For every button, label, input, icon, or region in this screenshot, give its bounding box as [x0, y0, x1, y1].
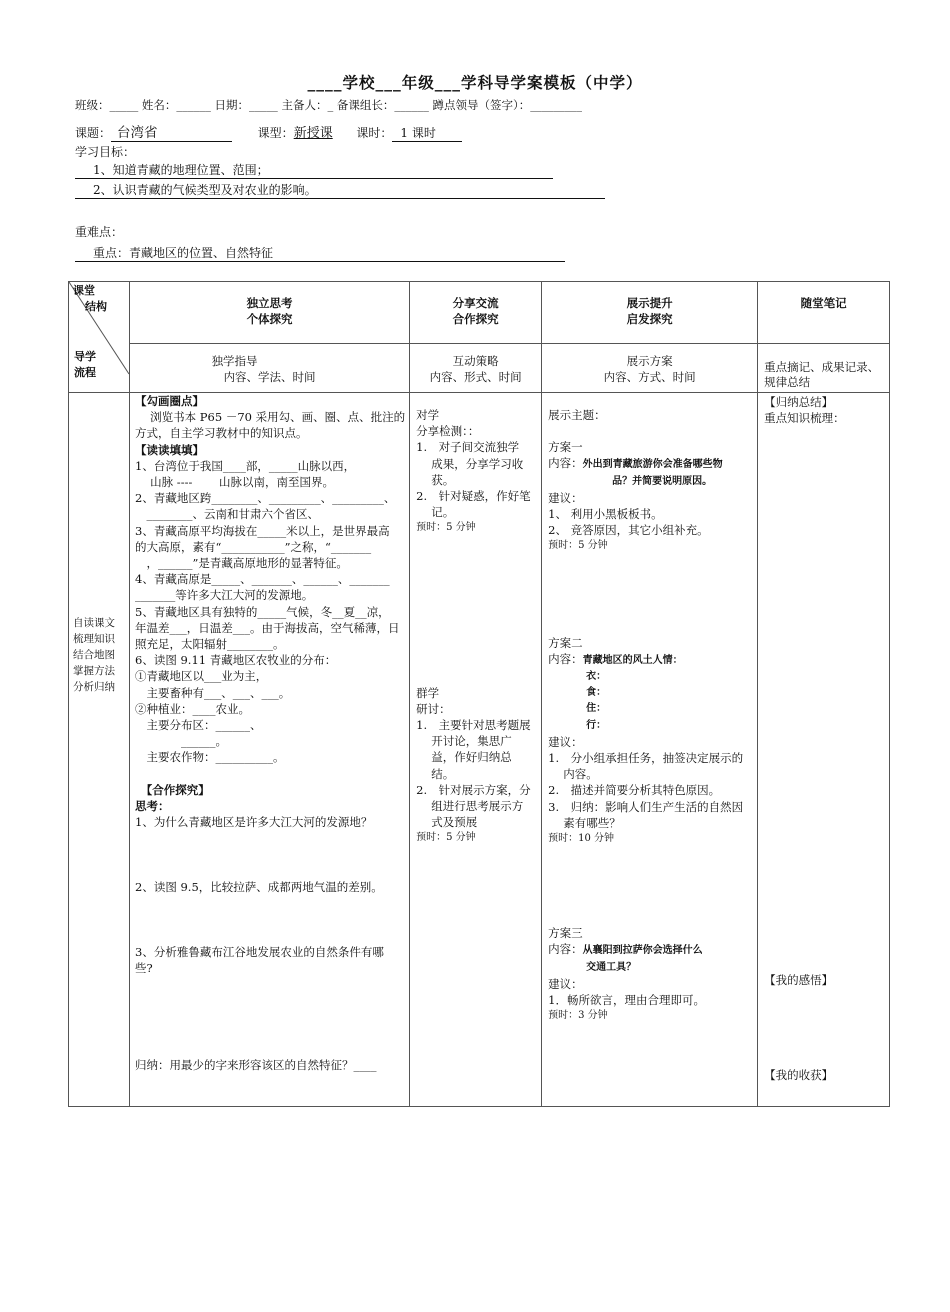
type-value: 新授课	[293, 126, 333, 141]
col1-line	[135, 976, 405, 992]
plan3-title: 方案三	[548, 926, 583, 941]
notes-summary: 【归纳总结】	[764, 395, 834, 409]
col2a-line: 记。	[416, 505, 455, 520]
col3-theme: 展示主题：	[548, 408, 606, 422]
col1-line: ①青藏地区以___业为主，	[135, 669, 268, 684]
plan2-content: 青藏地区的风土人情：	[582, 654, 683, 666]
col1-line: 3、分析雅鲁藏布江谷地发展农业的自然条件有哪	[135, 944, 384, 959]
col1-line: ，______”是青藏高原地形的显著特征。	[135, 556, 348, 571]
col1-line: ②种植业：____农业。	[135, 701, 250, 716]
col2b-line: 组进行思考展示方	[416, 799, 524, 814]
topic-value: 台湾省	[111, 121, 232, 142]
col1-line	[135, 863, 405, 879]
left-col	[69, 393, 130, 1107]
col2a-line: 对学	[416, 408, 440, 422]
col1-line: 3、青藏高原平均海拔在_____米以上，是世界最高	[135, 523, 390, 538]
col4-body	[758, 393, 890, 1107]
col1-line: 【合作探究】	[135, 782, 210, 797]
col1-line: 2、读图 9.5，比较拉萨、成都两地气温的差别。	[135, 880, 383, 895]
col1-line: 归纳：用最少的字来形容该区的自然特征？____	[135, 1058, 377, 1073]
col1-line: 1、为什么青藏地区是许多大江大河的发源地？	[135, 815, 373, 830]
corner-top: 课堂	[73, 284, 95, 297]
left-col-line: 自读课文	[73, 617, 115, 629]
plan3-content-row	[548, 941, 754, 959]
plan2-suggest	[548, 734, 754, 831]
topic-row	[75, 121, 462, 142]
col1-line: 方式，自主学习教材中的知识点。	[135, 426, 308, 441]
page-title: ____学校___年级___学科导学案模板（中学）	[307, 74, 643, 92]
col1-line: 思考：	[135, 799, 170, 814]
col3-title: 展示提升 启发探究	[542, 282, 758, 344]
col1-line	[135, 1025, 405, 1041]
meta-line: 班级：_____ 姓名：______ 日期：_____ 主备人：_ 备课组长：______ 蹲点领导（签字）：_________	[75, 98, 583, 112]
col1-sub1: 独学指导	[211, 354, 258, 368]
col2-sub1: 互动策略	[452, 354, 499, 368]
col2a-line: 成果，分享学习收	[416, 456, 524, 471]
corner-cell	[69, 282, 130, 393]
col2a-line: 分享检测：：	[416, 424, 480, 439]
corner-mid: 结构	[85, 300, 107, 313]
key-point: 重点：青藏地区的位置、自然特征	[75, 244, 565, 262]
col1-line: ________、云南和甘肃六个省区、	[135, 507, 319, 522]
col1-line: 浏览书本 P65 －70 采用勾、画、圈、点、批注的	[135, 410, 406, 425]
plan3-content-label: 内容：	[548, 942, 583, 957]
col1-sub	[130, 344, 410, 393]
col4-sub: 重点摘记、成果记录、规律总结	[758, 344, 890, 393]
col1-line: ______。	[135, 734, 227, 749]
col1-lines	[135, 393, 405, 1073]
col3-sub2: 内容、方式、时间	[603, 370, 696, 385]
goal-2: 2、认识青藏的气候类型及对农业的影响。	[75, 181, 605, 199]
notes-insight: 【我的感悟】	[764, 973, 834, 988]
plan1-time: 预时：5 分钟	[548, 540, 608, 552]
col3-sub1: 展示方案	[626, 354, 673, 368]
col1-line: 照充足，太阳辐射________。	[135, 637, 285, 652]
left-col-line: 梳理知识	[73, 633, 115, 645]
col2-block1	[416, 407, 538, 520]
plan1-title: 方案一	[548, 440, 583, 455]
plan2s-line: 建议：	[548, 734, 583, 749]
plan3s-line: 建议：	[548, 976, 583, 991]
col2-sub2: 内容、形式、时间	[429, 370, 522, 385]
col4-title: 随堂笔记	[758, 282, 890, 344]
plan2-time: 预时：10 分钟	[548, 833, 615, 845]
col1-line: 主要分布区：______、	[135, 718, 262, 733]
plan2i-line: 食：	[586, 687, 607, 699]
notes-gain: 【我的收获】	[764, 1067, 834, 1082]
col1-line: 【读读填填】	[135, 442, 204, 457]
plan2i-line: 住：	[586, 703, 607, 715]
plan3-time: 预时：3 分钟	[548, 1010, 608, 1022]
col1-line	[135, 1041, 405, 1057]
col2a-line: 1. 对子间交流独学	[416, 440, 520, 455]
col1-body	[130, 393, 410, 1107]
plan2i-line: 行：	[586, 719, 607, 731]
corner-bottom: 导学 流程	[74, 350, 96, 379]
plan2s-line: 素有哪些？	[548, 815, 621, 830]
plan2-content-row	[548, 651, 754, 669]
col1-title: 独立思考 个体探究	[130, 282, 410, 344]
col3-body	[542, 393, 758, 1107]
key-label: 重难点：	[75, 225, 124, 239]
plan1s-line: 1、 利用小黑板板书。	[548, 507, 663, 522]
col1-line	[135, 911, 405, 927]
col2b-line: 结。	[416, 766, 455, 781]
col1-line: _______等许多大江大河的发源地。	[135, 588, 314, 603]
col2a-line: 2. 针对疑惑，作好笔	[416, 489, 531, 504]
col2b-line: 式及预展	[416, 815, 478, 830]
plan1-content2: 品？并简要说明原因。	[612, 475, 713, 487]
plan2s-line: 3. 归纳：影响人们生产生活的自然因	[548, 799, 744, 814]
plan1s-line: 2、 竞答原因，其它小组补充。	[548, 523, 709, 538]
col3-sub	[542, 344, 758, 393]
lesson-table	[68, 281, 890, 1107]
col1-sub2: 内容、学法、时间	[223, 370, 316, 385]
col1-line: 年温差___，日温差___。由于海拔高，空气稀薄，日	[135, 620, 400, 635]
hours-label: 课时：	[356, 126, 393, 140]
notes-review: 重点知识梳理：	[764, 411, 845, 426]
col1-line	[135, 830, 405, 846]
col1-line: 1、台湾位于我国____部，_____山脉以西，	[135, 458, 356, 473]
plan2i-line: 衣：	[586, 671, 607, 683]
col2a-line: 获。	[416, 472, 455, 487]
plan3-content: 从襄阳到拉萨你会选择什么	[582, 945, 703, 957]
col1-line: 山脉 ---- 山脉以南，南至国界。	[135, 475, 335, 490]
col1-line	[135, 928, 405, 944]
plan1-content-label: 内容：	[548, 456, 583, 471]
col1-line: 6、读图 9.11 青藏地区农牧业的分布：	[135, 653, 337, 668]
plan3s-line: 1．畅所欲言，理由合理即可。	[548, 993, 705, 1008]
col2b-line: 益，作好归纳总	[416, 750, 512, 765]
col1-line: 些?	[135, 961, 153, 975]
col1-line	[135, 847, 405, 863]
col1-line	[135, 766, 405, 782]
col1-line: 的大高原，素有“___________”之称，“_______	[135, 539, 372, 554]
col2-body	[410, 393, 542, 1107]
col1-line: 4、青藏高原是_____、_______、______、_______	[135, 572, 390, 587]
left-col-line: 掌握方法	[73, 665, 115, 677]
plan1-suggest	[548, 490, 754, 539]
col2b-line: 开讨论，集思广	[416, 734, 512, 749]
col2-sub	[410, 344, 542, 393]
col1-line	[135, 895, 405, 911]
left-col-line: 分析归纳	[73, 681, 115, 693]
plan3-content2: 交通工具？	[586, 961, 637, 973]
plan1-content-row	[548, 455, 754, 473]
plan2-items	[548, 669, 754, 734]
col2-time2: 预时：5 分钟	[416, 832, 476, 844]
col1-line: 主要畜种有___、___、___。	[135, 685, 291, 700]
col1-line: 2、青藏地区跨________、_________、_________、	[135, 491, 396, 506]
plan2s-line: 1. 分小组承担任务，抽签决定展示的	[548, 751, 744, 766]
plan1-content: 外出到青藏旅游你会准备哪些物	[582, 459, 723, 471]
col2-title: 分享交流 合作探究	[410, 282, 542, 344]
col2b-line: 研讨：	[416, 701, 451, 716]
col1-line: 【勾画圈点】	[135, 394, 204, 408]
col1-line	[135, 992, 405, 1008]
col2b-line: 2. 针对展示方案，分	[416, 782, 531, 797]
left-col-line: 结合地图	[73, 649, 115, 661]
hours-value: 1 课时	[392, 124, 462, 142]
col1-line: 主要农作物：__________。	[135, 750, 285, 765]
topic-label: 课题：	[75, 126, 112, 140]
type-label: 课型：	[257, 126, 294, 140]
col1-line	[135, 1009, 405, 1025]
plan1s-line: 建议：	[548, 490, 583, 505]
goal-1: 1、知道青藏的地理位置、范围；	[75, 161, 553, 179]
col2-block2	[416, 685, 538, 831]
plan3-suggest	[548, 976, 754, 1008]
plan2-title: 方案二	[548, 635, 583, 650]
col1-line: 5、青藏地区具有独特的_____气候，冬__夏__凉，	[135, 604, 390, 619]
col2b-line: 群学	[416, 685, 440, 700]
plan2-content-label: 内容：	[548, 651, 583, 666]
col2b-line: 1. 主要针对思考题展	[416, 718, 531, 733]
goals-label: 学习目标：	[75, 145, 136, 159]
col2-time1: 预时：5 分钟	[416, 522, 476, 534]
plan2s-line: 内容。	[548, 767, 598, 782]
plan2s-line: 2. 描述并简要分析其特色原因。	[548, 783, 721, 798]
